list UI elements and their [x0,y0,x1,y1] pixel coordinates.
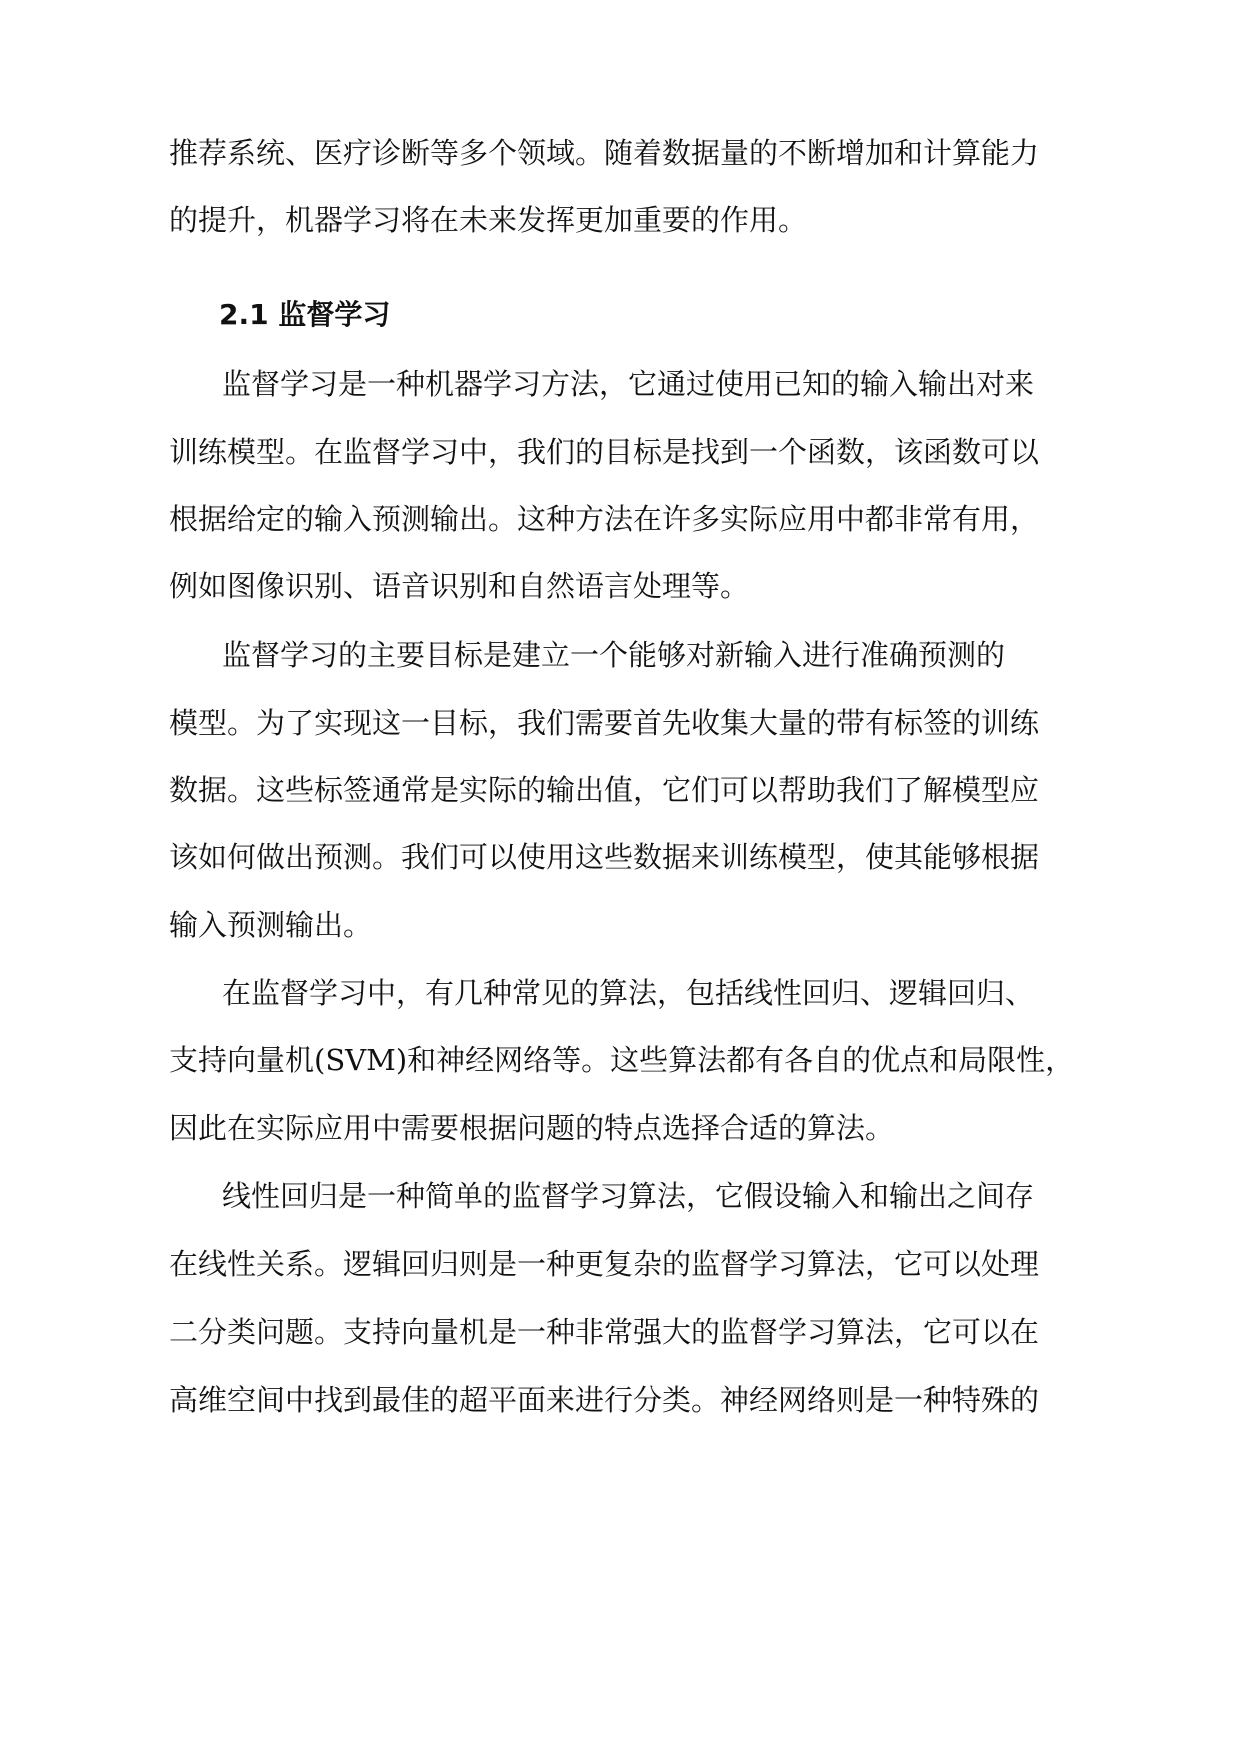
section-heading: 2.1 监督学习 [219,298,391,331]
paragraph-1-line-4: 例如图像识别、语音识别和自然语言处理等。 [169,569,750,603]
intro-line-2: 的提升，机器学习将在未来发挥更加重要的作用。 [169,203,808,237]
paragraph-2-line-3: 数据。这些标签通常是实际的输出值，它们可以帮助我们了解模型应 [169,773,1040,807]
paragraph-2-line-4: 该如何做出预测。我们可以使用这些数据来训练模型，使其能够根据 [169,840,1040,874]
paragraph-1-line-1: 监督学习是一种机器学习方法，它通过使用已知的输入输出对来 [222,367,1035,401]
paragraph-3-line-1: 在监督学习中，有几种常见的算法，包括线性回归、逻辑回归、 [222,976,1035,1010]
paragraph-2-line-2: 模型。为了实现这一目标，我们需要首先收集大量的带有标签的训练 [169,706,1040,740]
paragraph-1-line-2: 训练模型。在监督学习中，我们的目标是找到一个函数，该函数可以 [169,435,1040,469]
paragraph-4-line-1: 线性回归是一种简单的监督学习算法，它假设输入和输出之间存 [222,1179,1035,1213]
intro-line-1: 推荐系统、医疗诊断等多个领域。随着数据量的不断增加和计算能力 [169,136,1040,170]
paragraph-3-line-3: 因此在实际应用中需要根据问题的特点选择合适的算法。 [169,1111,895,1145]
paragraph-2-line-5: 输入预测输出。 [169,908,373,942]
paragraph-4-line-4: 高维空间中找到最佳的超平面来进行分类。神经网络则是一种特殊的 [169,1383,1040,1417]
paragraph-3-line-2: 支持向量机(SVM)和神经网络等。这些算法都有各自的优点和局限性， [169,1043,1075,1077]
paragraph-4-line-3: 二分类问题。支持向量机是一种非常强大的监督学习算法，它可以在 [169,1315,1040,1349]
paragraph-2-line-1: 监督学习的主要目标是建立一个能够对新输入进行准确预测的 [222,638,1006,672]
paragraph-4-line-2: 在线性关系。逻辑回归则是一种更复杂的监督学习算法，它可以处理 [169,1247,1040,1281]
paragraph-1-line-3: 根据给定的输入预测输出。这种方法在许多实际应用中都非常有用， [169,502,1040,536]
